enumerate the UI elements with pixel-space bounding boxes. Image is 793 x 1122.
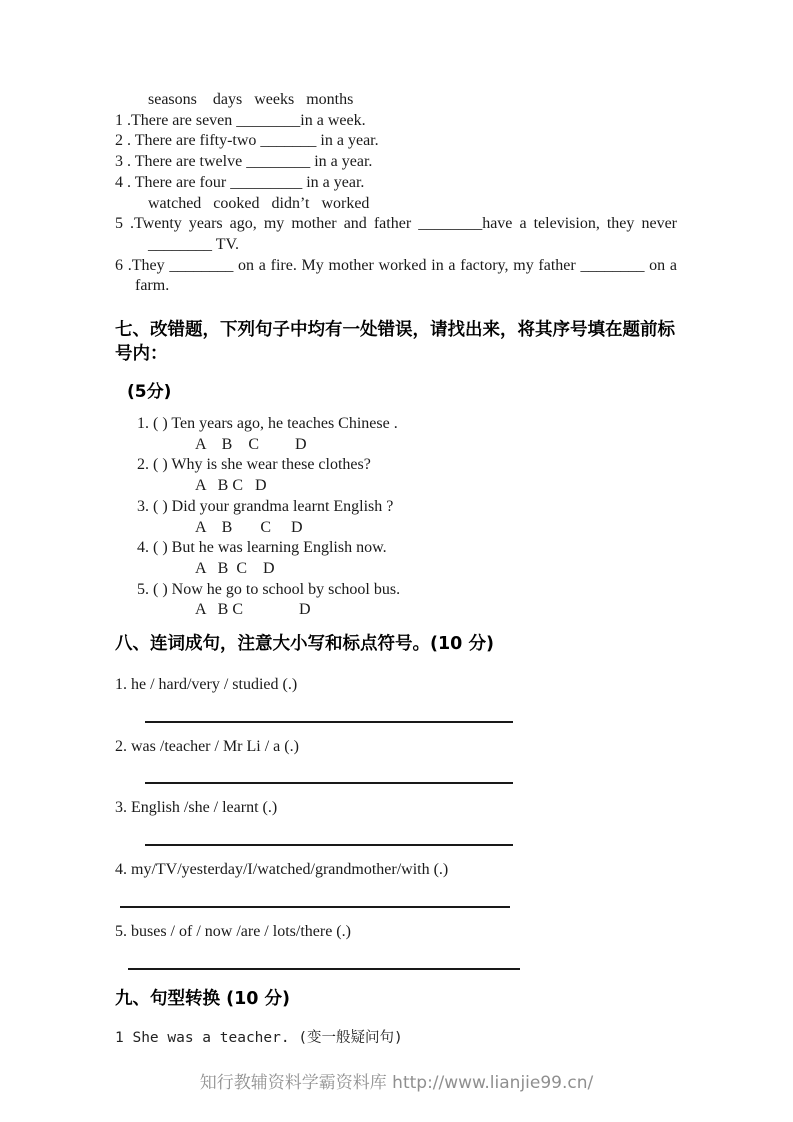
q7-item-5-options: A B C D — [195, 601, 311, 619]
answer-line-5 — [128, 968, 520, 970]
q7-item-1-options: A B C D — [195, 435, 307, 453]
fill-item-4: 4 . There are four _________ in a year. — [115, 173, 365, 191]
q8-item-5: 5. buses / of / now /are / lots/there (.) — [115, 922, 351, 940]
fill-item-1: 1 .There are seven ________in a week. — [115, 111, 366, 129]
q7-item-4-options: A B C D — [195, 559, 275, 577]
q7-item-3-text: 3. ( ) Did your grandma learnt English ? — [137, 497, 394, 515]
fill-item-3: 3 . There are twelve ________ in a year. — [115, 153, 373, 171]
worksheet-content — [115, 90, 677, 1049]
fill-item-2: 2 . There are fifty-two _______ in a year. — [115, 132, 379, 150]
word-bank-1: seasons days weeks months — [148, 91, 354, 108]
fill-item-6-line-2: farm. — [135, 277, 170, 295]
section-nine-heading: 九、句型转换 (10 分) — [115, 988, 291, 1009]
word-bank-2: watched cooked didn’t worked — [148, 194, 370, 212]
q7-item-4-text: 4. ( ) But he was learning English now. — [137, 539, 387, 557]
q7-item-1-text: 1. ( ) Ten years ago, he teaches Chinese . — [137, 415, 398, 433]
fill-item-5-line-1: 5 .Twenty years ago, my mother and father ________have a television, they never — [115, 215, 677, 233]
q8-item-2: 2. was /teacher / Mr Li / a (.) — [115, 737, 299, 755]
answer-line-4 — [120, 906, 510, 908]
fill-item-5-line-2: ________ TV. — [148, 235, 239, 253]
q8-item-4: 4. my/TV/yesterday/I/watched/grandmother/with (.) — [115, 861, 449, 879]
fill-item-6-line-1: 6 .They ________ on a fire. My mother worked in a factory, my father ________ on a — [115, 256, 677, 274]
section-seven-items — [115, 414, 677, 621]
q8-item-1: 1. he / hard/very / studied (.) — [115, 676, 298, 694]
q7-item-5-text: 5. ( ) Now he go to school by school bus. — [137, 580, 401, 598]
section-seven-heading: 七、改错题，下列句子中均有一处错误，请找出来，将其序号填在题前标号内： — [115, 320, 675, 365]
footer-watermark: 知行教辅资料学霸资料库 http://www.lianjie99.cn/ — [199, 1073, 594, 1093]
section-eight-heading: 八、连词成句，注意大小写和标点符号。(10 分) — [115, 634, 494, 655]
section-seven-points: (5分) — [127, 382, 172, 403]
q9-item-1: 1 She was a teacher. (变一般疑问句) — [115, 1029, 403, 1046]
section-eight — [115, 632, 677, 970]
answer-line-2 — [145, 782, 513, 784]
section-fill-blanks — [115, 90, 677, 297]
answer-line-3 — [145, 844, 513, 846]
section-nine — [115, 987, 677, 1049]
q7-item-3-options: A B C D — [195, 518, 303, 536]
q7-item-2-text: 2. ( ) Why is she wear these clothes? — [137, 456, 371, 474]
q7-item-2-options: A B C D — [195, 477, 267, 495]
answer-line-1 — [145, 721, 513, 723]
section-seven — [115, 318, 677, 621]
q8-item-3: 3. English /she / learnt (.) — [115, 799, 278, 817]
